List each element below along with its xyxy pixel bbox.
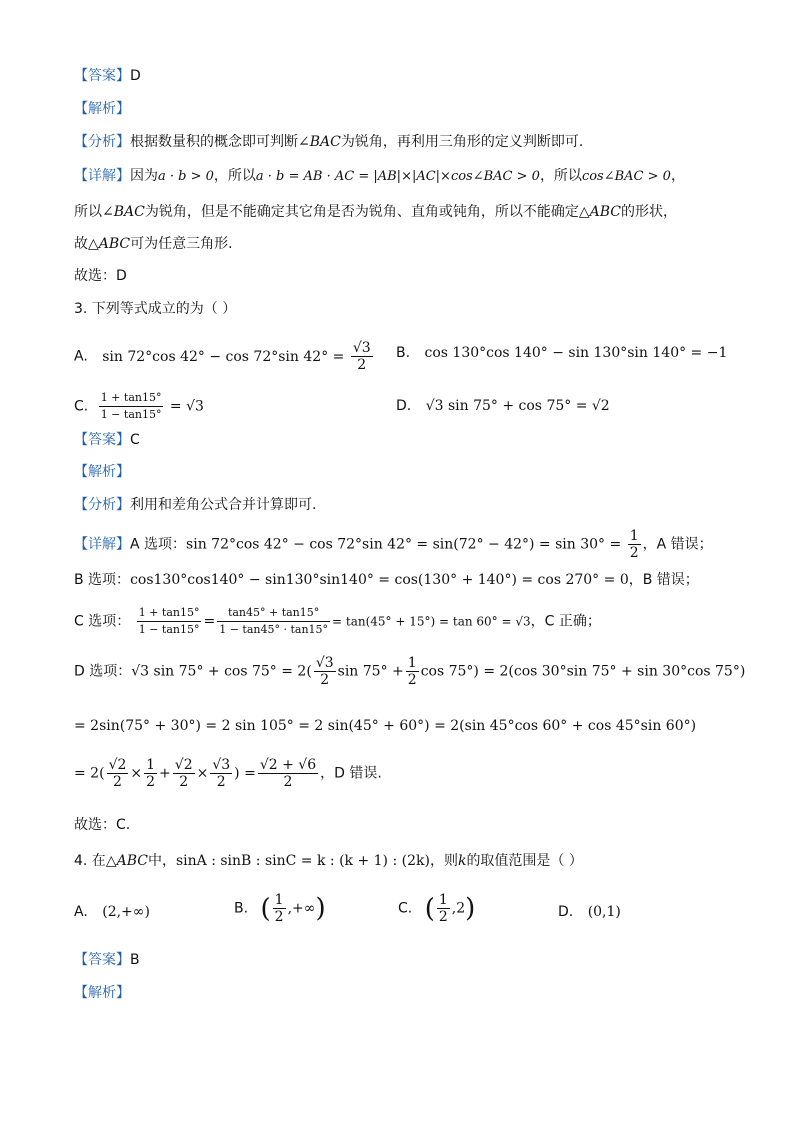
fenxi-text: 根据数量积的概念即可判断	[130, 134, 298, 150]
numerator: √3	[315, 655, 334, 671]
fraction	[314, 655, 336, 688]
denominator: 2	[210, 773, 232, 790]
q3-choose: 故选：C.	[74, 817, 131, 833]
q3-detail-d	[74, 655, 745, 688]
detail-end: ，A 错误；	[642, 536, 713, 553]
denominator: 2	[107, 773, 129, 790]
numerator: √3	[212, 757, 231, 773]
answer-tag: 【答案】	[74, 952, 130, 968]
q3-fenxi-line	[74, 495, 316, 515]
answer-value: B	[130, 952, 140, 968]
fenxi-text-2: 为锐角，再利用三角形的定义判断即可.	[340, 134, 584, 150]
detail-expr: sin 72°cos 42° − cos 72°sin 42° = sin(72° − 42°) = sin 30° =	[186, 536, 622, 553]
triangle: △ABC	[88, 236, 131, 252]
q2-fenxi-line	[74, 132, 583, 152]
q4-option-d	[558, 902, 621, 922]
fraction	[437, 892, 450, 925]
answer-value: C	[130, 432, 140, 448]
q4-option-b: B. ( $\frac{1}{2}$ ,+∞)	[234, 892, 326, 925]
numerator: √2	[108, 757, 127, 773]
option-label: C.	[74, 398, 89, 415]
q3-stem: 3. 下列等式成立的为（ ）	[74, 301, 237, 317]
numerator: √3	[352, 340, 371, 356]
detail-expr: sin 75° +	[337, 663, 404, 680]
q3-detail-d-line-2: = 2sin(75° + 30°) = 2 sin 105° = 2 sin(45° + 60°) = 2(sin 45°cos 60° + cos 45°sin 60°)	[74, 718, 697, 734]
denominator: 2	[407, 672, 417, 688]
analysis-tag: 【解析】	[74, 985, 130, 1001]
detail-label: D 选项：	[74, 663, 132, 680]
numerator: 1	[629, 528, 639, 544]
fraction	[258, 757, 318, 790]
stem-text: 4. 在	[74, 853, 106, 869]
detail-expr: ) =	[234, 765, 256, 782]
denominator: 2	[351, 356, 373, 373]
option-label: B.	[396, 345, 411, 361]
fraction	[99, 390, 164, 423]
numerator: 1	[438, 892, 448, 908]
operator: ×	[130, 765, 143, 782]
operator: +	[159, 765, 171, 782]
denominator: 2	[314, 671, 336, 688]
detail-label: B 选项：	[74, 572, 131, 588]
denominator: 2	[173, 773, 195, 790]
answer-tag: 【答案】	[74, 432, 130, 448]
stem-text: ，则	[429, 853, 458, 869]
denominator: 2	[274, 909, 284, 925]
analysis-tag: 【解析】	[74, 101, 130, 117]
option-expr: (2,+∞)	[102, 904, 150, 920]
detail-tag: 【详解】	[74, 536, 130, 553]
numerator: 1 + tan15°	[138, 606, 200, 619]
detail-text: 可为任意三角形.	[130, 236, 233, 252]
option-expr: sin 72°cos 42° − cos 72°sin 42° =	[102, 348, 345, 365]
detail-end: ，D 错误.	[320, 765, 382, 782]
detail-text: 因为	[130, 168, 158, 184]
q4-option-a	[74, 902, 150, 922]
detail-text: 故	[74, 236, 88, 252]
denominator: 2	[146, 774, 156, 790]
fraction	[406, 655, 419, 688]
denominator: 2	[629, 545, 639, 561]
q3-detail-d-line-3	[74, 757, 382, 790]
analysis-tag: 【解析】	[74, 464, 130, 480]
q3-detail-a	[74, 528, 713, 561]
fraction	[210, 757, 232, 790]
stem-text: 的取值范围是（ ）	[466, 853, 583, 869]
option-expr: √3 sin 75° + cos 75° = √2	[425, 398, 610, 414]
detail-text: 为锐角，但是不能确定其它角是否为锐角、直角或钝角，所以不能确定	[144, 204, 579, 220]
fraction	[628, 528, 641, 561]
variable-k: k	[457, 853, 467, 869]
denominator: 1 − tan45° · tan15°	[219, 623, 329, 636]
q2-choose: 故选：D	[74, 268, 127, 284]
numerator: 1	[146, 757, 156, 773]
q3-detail-c: C 选项： $\frac{1 + \tan 15^\circ}{1 - \tan 15^\circ}$ = $\frac{\tan 45^\circ + \tan 15^\circ}{1 - \tan 45^\circ \cdot \tan 15^\circ}$ = tan(45° + 15°) = tan 60° = √3，C 正确；	[74, 606, 601, 636]
q3-option-a	[74, 340, 375, 373]
operator: ×	[196, 765, 209, 782]
option-expr: (0,1)	[587, 904, 621, 920]
detail-expr: = 2(	[74, 765, 105, 782]
fraction	[217, 605, 330, 638]
detail-expr: = tan(45° + 15°) = tan 60° = √3	[332, 614, 531, 629]
detail-text: ，所以	[213, 168, 256, 184]
denominator: 1 − tan15°	[100, 408, 162, 421]
numerator: 1 + tan15°	[100, 391, 162, 404]
denominator: 1 − tan15°	[138, 623, 200, 636]
cos-expr: cos∠BAC > 0	[581, 169, 671, 184]
fraction	[351, 340, 373, 373]
detail-end: ，C 正确；	[530, 613, 601, 630]
q2-analysis-line	[74, 99, 130, 119]
detail-text: ，	[670, 168, 685, 184]
q2-detail-line-1	[74, 166, 685, 187]
option-label: B.	[234, 900, 249, 917]
detail-end: ，B 错误；	[628, 572, 699, 588]
triangle: △ABC	[578, 204, 621, 220]
vector-expr: a · b = AB · AC = |AB|×|AC|×cos∠BAC > 0	[255, 169, 540, 184]
detail-tag: 【详解】	[74, 168, 130, 184]
fraction	[137, 605, 202, 638]
q3-analysis-line	[74, 462, 130, 482]
numerator: √2 + √6	[259, 757, 317, 773]
detail-label: C 选项：	[74, 613, 131, 630]
q2-answer-line	[74, 66, 141, 86]
option-label: A.	[74, 348, 88, 365]
q4-answer-line	[74, 950, 140, 970]
option-expr: ,2	[451, 900, 466, 917]
numerator: tan45° + tan15°	[227, 606, 320, 619]
detail-expr: √3 sin 75° + cos 75° = 2(	[131, 663, 312, 680]
detail-text: 的形状，	[620, 204, 677, 220]
option-label: D.	[558, 904, 574, 920]
option-expr: cos 130°cos 140° − sin 130°sin 140° = −1	[424, 345, 728, 361]
detail-expr: cos 75°) = 2(cos 30°sin 75° + sin 30°cos 75°)	[420, 663, 746, 680]
q2-detail-line-2	[74, 202, 677, 222]
fenxi-angle: ∠BAC	[298, 134, 341, 150]
triangle: △ABC	[105, 853, 148, 869]
numerator: 1	[407, 655, 417, 671]
option-label: D.	[396, 398, 412, 414]
fenxi-text: 利用和差角公式合并计算即可.	[130, 497, 317, 513]
fenxi-tag: 【分析】	[74, 497, 130, 513]
fenxi-tag: 【分析】	[74, 134, 130, 150]
ratio-expr: sinA : sinB : sinC = k : (k + 1) : (2k)	[175, 853, 430, 869]
fraction	[144, 757, 157, 790]
detail-text: ，所以	[539, 168, 582, 184]
q3-option-c	[74, 390, 204, 423]
q3-option-b	[396, 343, 727, 363]
detail-expr: cos130°cos140° − sin130°sin140° = cos(130° + 140°) = cos 270° = 0	[130, 572, 629, 588]
vector-expr: a · b > 0	[158, 169, 214, 184]
fraction	[173, 757, 195, 790]
q3-answer-line	[74, 430, 140, 450]
numerator: 1	[274, 892, 284, 908]
stem-text: 中，	[147, 853, 176, 869]
answer-value: D	[130, 68, 141, 84]
angle: ∠BAC	[102, 204, 145, 220]
fraction	[273, 892, 286, 925]
denominator: 2	[438, 909, 448, 925]
q3-option-d	[396, 396, 610, 416]
option-label: A.	[74, 904, 88, 920]
q4-stem	[74, 851, 583, 871]
answer-tag: 【答案】	[74, 68, 130, 84]
option-expr: = √3	[169, 398, 204, 415]
detail-label: A 选项：	[130, 536, 187, 553]
q4-option-c: C. ( $\frac{1}{2}$ ,2)	[398, 892, 476, 925]
option-label: C.	[398, 900, 413, 917]
detail-text: 所以	[74, 204, 102, 220]
q4-analysis-line	[74, 983, 130, 1003]
q2-detail-line-3	[74, 234, 233, 254]
denominator: 2	[258, 773, 318, 790]
option-expr: ,+∞	[287, 900, 316, 917]
q3-detail-b	[74, 570, 699, 590]
fraction	[107, 757, 129, 790]
numerator: √2	[174, 757, 193, 773]
